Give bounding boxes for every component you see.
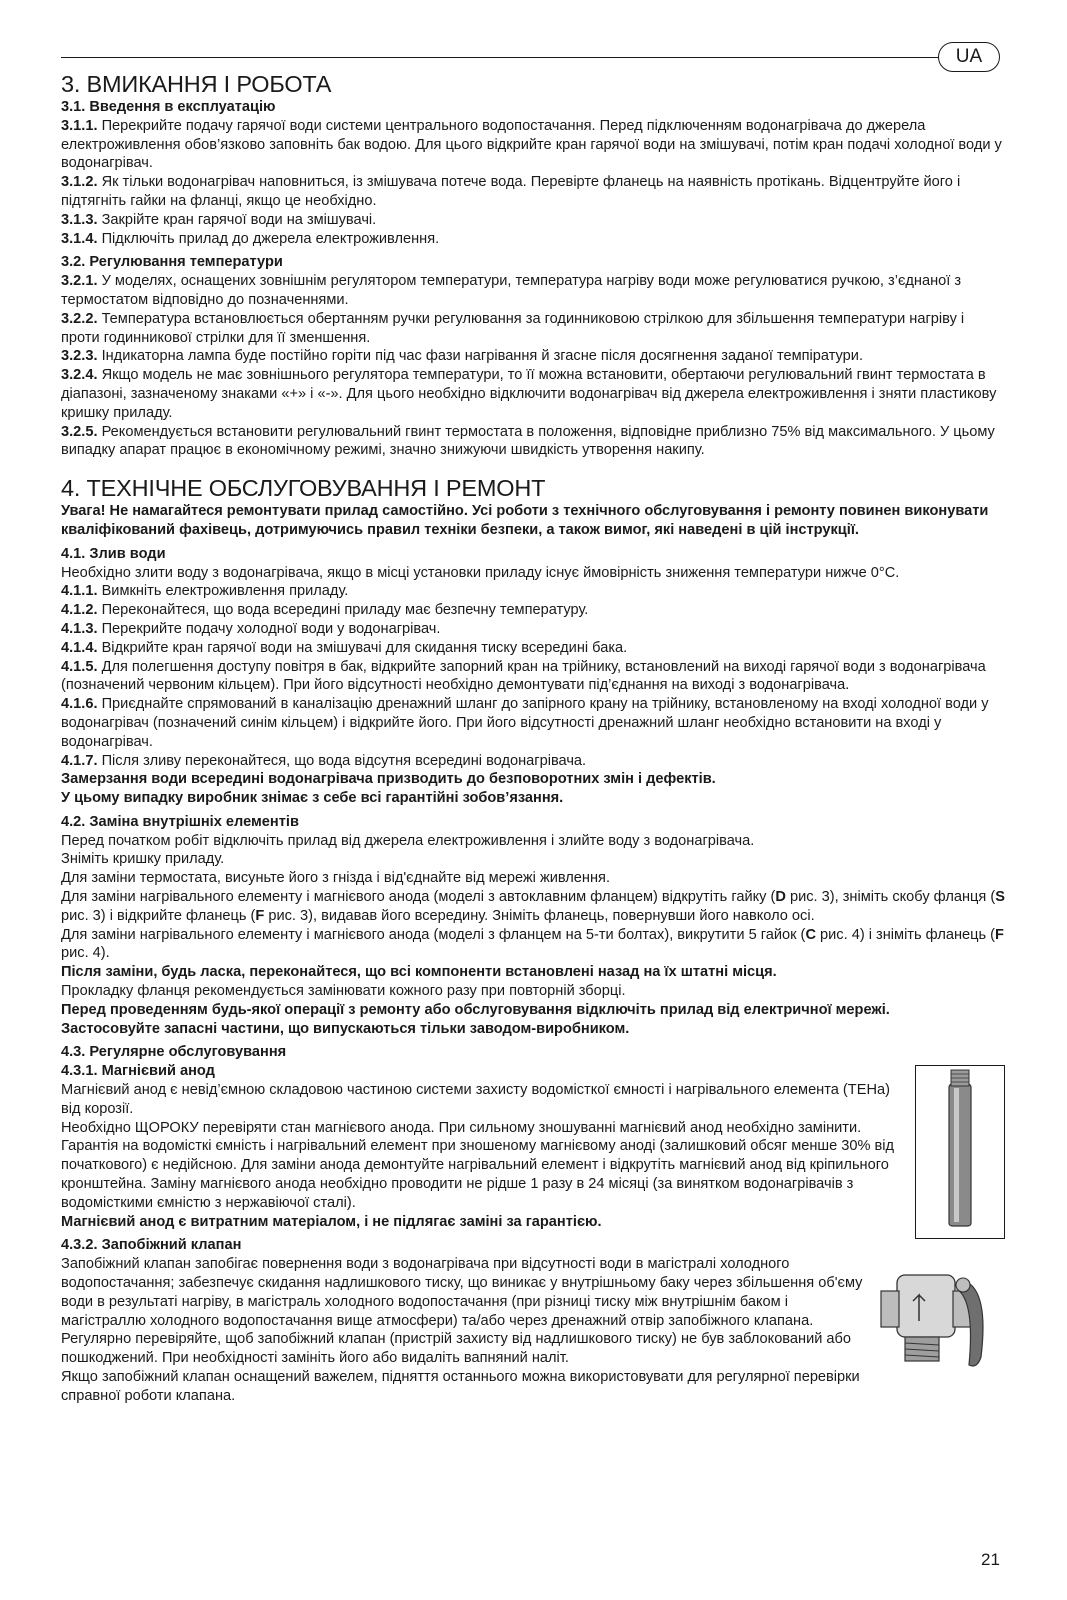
item-text: Як тільки водонагрівач наповниться, із змішувача потече вода. Перевірте фланець на наявність протікань. Відцентруйте його і підтягніть гайки на фланці, якщо це необхідно.	[61, 174, 961, 209]
figure-ref: D	[775, 889, 786, 906]
para-4-3-1-2: Необхідно ЩОРОКУ перевіряти стан магнієвого анода. При сильному зношуванні магнієвий анод необхідно замінити. Гарантія на водомісткі ємність і нагрівальний елемент при зношеному магнієвому аноді (залишковий обсяг менше 30% від початкового) є недійсною. Для заміни анода демонтуйте нагрівальний елемент і відкрутіть магнієвий анод від кріпильного кронштейна. Заміну магнієвого анода необхідно проводити не рідше 1 разу в 24 місяці (за винятком водонагрівачів з водомісткими ємністю з нержавіючої сталі).	[61, 1119, 895, 1211]
valve-figure	[877, 1261, 999, 1379]
item-text: Відкрийте кран гарячої води на змішувачі для скидання тиску всередині бака.	[97, 639, 628, 656]
para-3-1-1	[61, 117, 1005, 173]
item-number: 3.2.4.	[61, 367, 98, 384]
subsection-4-3-title: 4.3. Регулярне обслуговування	[61, 1044, 287, 1061]
figure-ref: S	[995, 889, 1005, 906]
bold-note: У цьому випадку виробник знімає з себе всі гарантійні зобов’язання.	[61, 790, 564, 807]
item-text: Приєднайте спрямований в каналізацію дренажний шланг до запірного крану на трійнику, встановленому на вході холодної води у водонагрівач (позначений синім кільцем) і відкрийте його. При його відсутності дренажний шланг необхідно встановити на вході у водонагрівач.	[61, 696, 989, 750]
item-number: 4.1.3.	[61, 620, 98, 637]
bold-note: Замерзання води всередині водонагрівача призводить до безповоротних змін і дефектів.	[61, 771, 716, 788]
item-text: Рекомендується встановити регулювальний гвинт термостата в положення, відповідне приблизно 75% від максимального. У цьому випадку апарат працює в економічному режимі, значно знижуючи швидкість утворення накипу.	[61, 423, 995, 459]
warning-text: Увага! Не намагайтеся ремонтувати прилад самостійно. Усі роботи з технічного обслуговування і ремонту повинен виконувати кваліфікований фахівець, дотримуючись правил техніки безпеки, а також вимог, які наведені в цій інструкції.	[61, 503, 989, 538]
para-3-2-3	[61, 347, 1005, 366]
para-4-2-4	[61, 888, 1005, 926]
para-3-1-3	[61, 211, 1005, 230]
text: рис. 3), видавав його всередину. Зніміть фланець, повернувши його навколо осі.	[264, 907, 815, 924]
item-text: Закрійте кран гарячої води на змішувачі.	[97, 211, 377, 228]
para-3-2-5	[61, 423, 1005, 461]
subsection-4-3-1-title: 4.3.1. Магнієвий анод	[61, 1063, 215, 1080]
figure-ref: C	[805, 926, 816, 943]
text: рис. 4) і зніміть фланець (	[815, 926, 996, 943]
page-number: 21	[981, 1550, 1000, 1569]
para-4-1-intro: Необхідно злити воду з водонагрівача, якщо в місці установки приладу існує ймовірність зниження температури нижче 0°C.	[61, 564, 900, 581]
subsection-4-3-2-title: 4.3.2. Запобіжний клапан	[61, 1237, 242, 1254]
para-4-2-2: Зніміть кришку приладу.	[61, 851, 225, 868]
para-4-1-1	[61, 582, 1005, 601]
para-4-3-2-3: Якщо запобіжний клапан оснащений важелем, підняття останнього можна використовувати для регулярної перевірки справної роботи клапана.	[61, 1369, 860, 1404]
text: рис. 4).	[61, 945, 110, 962]
item-number: 4.1.1.	[61, 583, 98, 600]
para-4-2-1: Перед початком робіт відключіть прилад від джерела електроживлення і злийте воду з водонагрівача.	[61, 832, 755, 849]
item-number: 3.2.3.	[61, 348, 98, 365]
figure-ref: F	[255, 907, 265, 924]
para-4-1-7	[61, 752, 1005, 771]
para-3-2-2	[61, 310, 1005, 348]
item-text: Вимкніть електроживлення приладу.	[97, 583, 349, 600]
para-4-2-6: Прокладку фланця рекомендується замінювати кожного разу при повторній зборці.	[61, 983, 626, 1000]
item-text: Перекрийте подачу холодної води у водонагрівач.	[97, 620, 441, 637]
subsection-3-2-title: 3.2. Регулювання температури	[61, 254, 283, 271]
para-4-3-1-1: Магнієвий анод є невід’ємною складовою частиною системи захисту водомісткої ємності і нагрівального елемента (ТЕНа) від корозії.	[61, 1082, 890, 1117]
bold-note: Застосовуйте запасні частини, що випускаються тільки заводом-виробником.	[61, 1020, 630, 1037]
para-3-1-4	[61, 230, 1005, 249]
item-number: 3.2.1.	[61, 273, 98, 290]
item-text: Для полегшення доступу повітря в бак, відкрийте запорний кран на трійнику, встановлений на виході гарячої води з водонагрівача (позначений червоним кільцем). При його відсутності необхідно демонтувати під’єднання на виході з водонагрівача.	[61, 658, 986, 694]
anode-figure	[915, 1065, 1005, 1239]
para-4-1-6	[61, 695, 1005, 751]
item-text: Якщо модель не має зовнішнього регулятора температури, то її можна встановити, обертаючи регулювальний гвинт термостата в діапазоні, зазначеному знаками «+» і «-». Для цього необхідно відключити водонагрівач від джерела електроживлення і зняти пластикову кришку приладу.	[61, 367, 997, 421]
item-text: Після зливу переконайтеся, що вода відсутня всередині водонагрівача.	[97, 752, 587, 769]
subsection-3-1-title: 3.1. Введення в експлуатацію	[61, 99, 276, 115]
item-number: 4.1.6.	[61, 696, 98, 713]
item-number: 3.1.2.	[61, 174, 98, 191]
item-number: 3.2.5.	[61, 423, 98, 440]
item-number: 3.1.4.	[61, 230, 98, 247]
item-number: 3.1.3.	[61, 211, 98, 228]
para-4-3-2-2: Регулярно перевіряйте, щоб запобіжний клапан (пристрій захисту від надлишкового тиску) не був заблокований або пошкоджений. При необхідності замініть його або видаліть вапняний наліт.	[61, 1331, 852, 1367]
figure-ref: F	[995, 926, 1004, 943]
item-text: Переконайтеся, що вода всередині приладу має безпечну температуру.	[97, 602, 589, 619]
bold-note: Після заміни, будь ласка, переконайтеся, що всі компоненти встановлені назад на їх штатні місця.	[61, 964, 777, 981]
text: рис. 3), зніміть скобу фланця (	[785, 889, 996, 906]
para-3-1-2	[61, 173, 1005, 211]
item-number: 4.1.7.	[61, 752, 98, 769]
bold-note: Перед проведенням будь-якої операції з ремонту або обслуговування відключіть прилад від електричної мережі.	[61, 1001, 890, 1018]
bold-note: Магнієвий анод є витратним матеріалом, і не підлягає заміні за гарантією.	[61, 1213, 602, 1230]
para-4-1-2	[61, 601, 1005, 620]
para-4-3-2-1: Запобіжний клапан запобігає повернення води з водонагрівача при відсутності води в магістралі холодного водопостачання; забезпечує скидання надлишкового тиску, що виникає у внутрішньому баку через збільшення об'єму води в результаті нагріву, в магістраль холодного водопостачання (при різниці тиску між внутрішнім баком і магістраллю холодного водопостачання вище атмосфери) та/або через дренажний отвір запобіжного клапана.	[61, 1256, 863, 1329]
header-rule	[61, 57, 945, 58]
para-3-2-1	[61, 272, 1005, 310]
language-badge: UA	[938, 42, 1000, 72]
para-4-1-4	[61, 639, 1005, 658]
safety-valve-icon	[877, 1261, 999, 1379]
section-4-title: 4. ТЕХНІЧНЕ ОБСЛУГОВУВАННЯ І РЕМОНТ	[61, 475, 546, 502]
para-4-1-5	[61, 658, 1005, 696]
item-number: 3.1.1.	[61, 117, 98, 134]
item-text: Перекрийте подачу гарячої води системи центрального водопостачання. Перед підключенням водонагрівача до джерела електроживлення обов’язково заповніть бак водою. Для цього відкрийте кран гарячої води на змішувачі, потім кран подачі холодної води у водонагрівач.	[61, 117, 1002, 172]
para-4-2-5	[61, 926, 1005, 964]
subsection-4-2-title: 4.2. Заміна внутрішніх елементів	[61, 813, 299, 830]
item-text: У моделях, оснащених зовнішнім регулятором температури, температура нагріву води може регулюватися ручкою, з’єднаної з термостатом відповідно до позначеннями.	[61, 273, 962, 308]
para-4-1-3	[61, 620, 1005, 639]
item-number: 4.1.2.	[61, 602, 98, 619]
item-number: 4.1.4.	[61, 639, 98, 656]
magnesium-anode-icon	[916, 1066, 1004, 1238]
page-content	[61, 70, 1005, 1406]
item-number: 4.1.5.	[61, 658, 98, 675]
para-3-2-4	[61, 366, 1005, 422]
text: Для заміни нагрівального елементу і магнієвого анода (моделі з автоклавним фланцем) відкрутіть гайку (	[61, 889, 776, 906]
item-number: 3.2.2.	[61, 310, 98, 327]
text: рис. 3) і відкрийте фланець (	[61, 907, 256, 924]
section-3-title: 3. ВМИКАННЯ І РОБОТА	[61, 71, 332, 97]
text: Для заміни нагрівального елементу і магнієвого анода (моделі з фланцем на 5-ти болтах), викрутити 5 гайок (	[61, 926, 806, 943]
item-text: Температура встановлюється обертанням ручки регулювання за годинниковою стрілкою для збільшення температури нагріву і проти годинникової стрілки для її зменшення.	[61, 310, 965, 346]
subsection-4-1-title: 4.1. Злив води	[61, 545, 166, 562]
item-text: Підключіть прилад до джерела електроживлення.	[97, 230, 440, 247]
manual-page	[61, 0, 1005, 1600]
item-text: Індикаторна лампа буде постійно горіти під час фази нагрівання й згасне після досягнення заданої темпіратури.	[97, 348, 864, 365]
para-4-2-3: Для заміни термостата, висуньте його з гнізда і від'єднайте від мережі живлення.	[61, 870, 611, 887]
